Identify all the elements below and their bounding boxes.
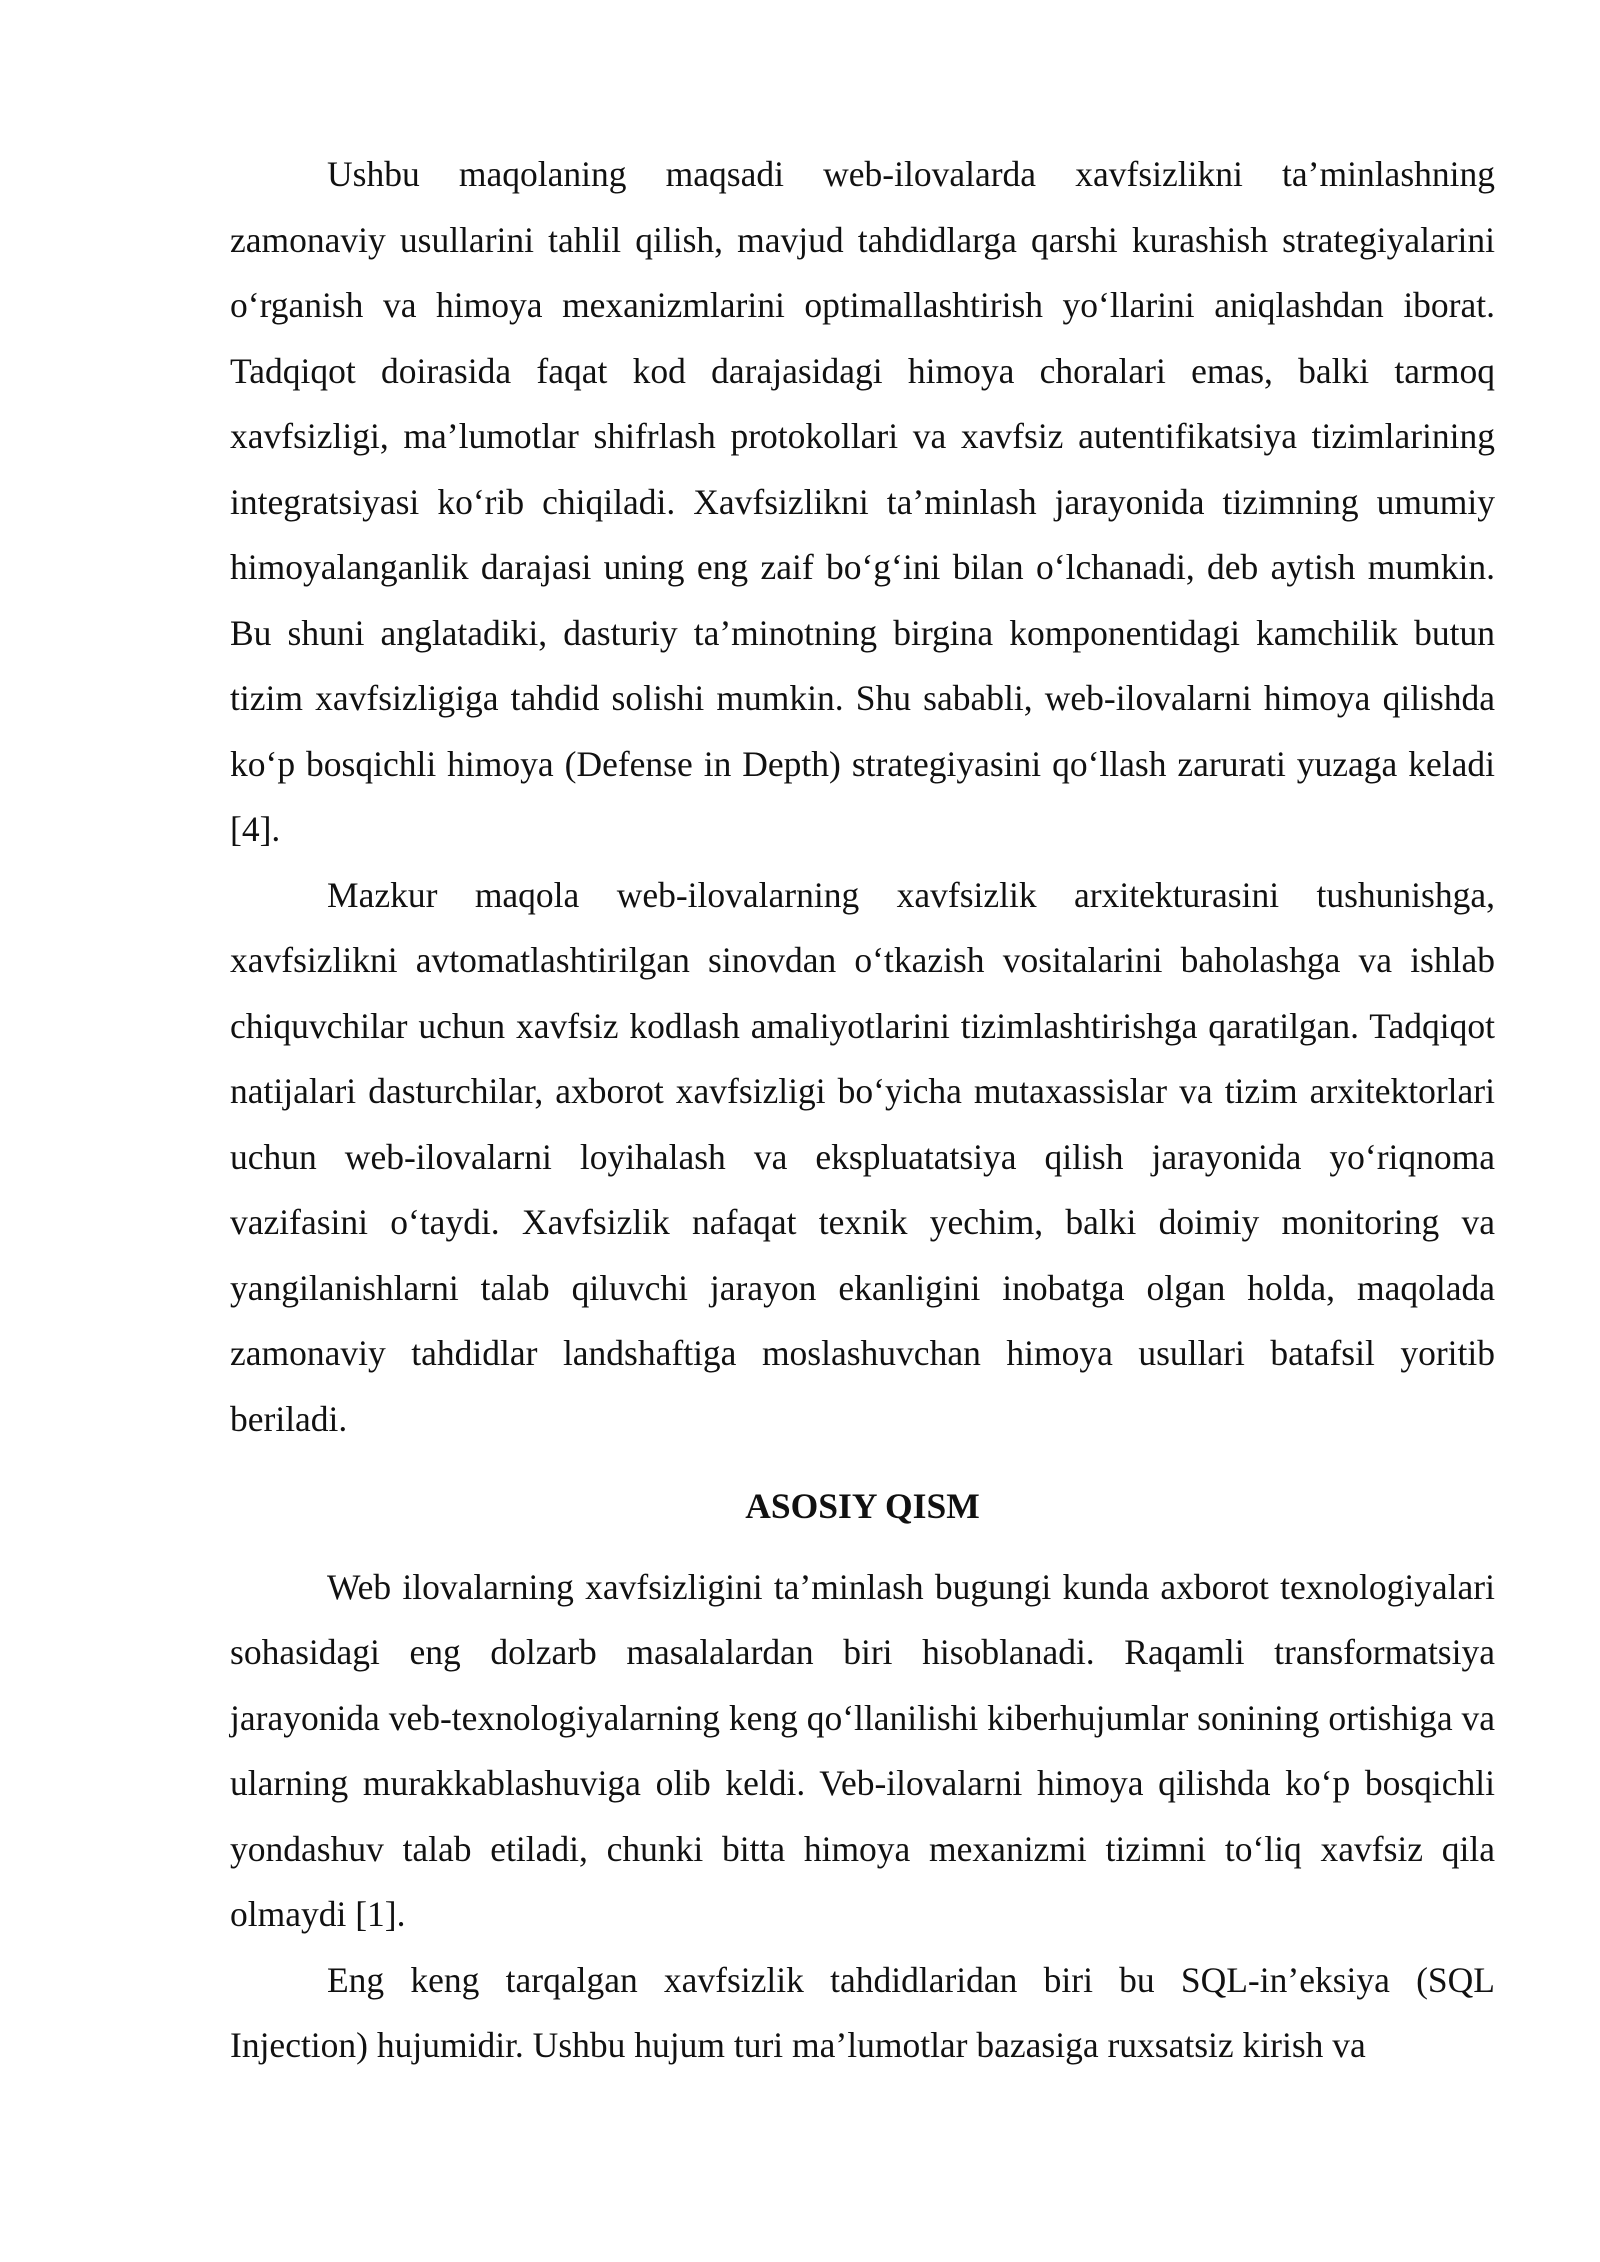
paragraph-scope: Mazkur maqola web-ilovalarning xavfsizlik arxitekturasini tushunishga, xavfsizlikni avtomatlashtirilgan sinovdan o‘tkazish vositalarini baholashga va ishlab chiquvchilar uchun xavfsiz kodlash amaliyotlarini tizimlashtirishga qaratilgan. Tadqiqot natijalari dasturchilar, axborot xavfsizligi bo‘yicha mutaxassislar va tizim arxitektorlari uchun web-ilovalarni loyihalash va ekspluatatsiya qilish jarayonida yo‘riqnoma vazifasini o‘taydi. Xavfsizlik nafaqat texnik yechim, balki doimiy monitoring va yangilanishlarni talab qiluvchi jarayon ekanligini inobatga olgan holda, maqolada zamonaviy tahdidlar landshaftiga moslashuvchan himoya usullari batafsil yoritib beriladi. <box>230 874 1495 1439</box>
paragraph-purpose: Ushbu maqolaning maqsadi web-ilovalarda xavfsizlikni ta’minlashning zamonaviy usullarini tahlil qilish, mavjud tahdidlarga qarshi kurashish strategiyalarini o‘rganish va himoya mexanizmlarini optimallashtirish yo‘llarini aniqlashdan iborat. Tadqiqot doirasida faqat kod darajasidagi himoya choralari emas, balki tarmoq xavfsizligi, ma’lumotlar shifrlash protokollari va xavfsiz autentifikatsiya tizimlarining integratsiyasi ko‘rib chiqiladi. Xavfsizlikni ta’minlash jarayonida tizimning umumiy himoyalanganlik darajasi uning eng zaif bo‘g‘ini bilan o‘lchanadi, deb aytish mumkin. Bu shuni anglatadiki, dasturiy ta’minotning birgina komponentidagi kamchilik butun tizim xavfsizligiga tahdid solishi mumkin. Shu sababli, web-ilovalarni himoya qilishda ko‘p bosqichli himoya (Defense in Depth) strategiyasini qo‘llash zarurati yuzaga keladi [4]. <box>230 154 1495 849</box>
document-page <box>230 142 1495 2079</box>
paragraph-main-intro: Web ilovalarning xavfsizligini ta’minlash bugungi kunda axborot texnologiyalari sohasidagi eng dolzarb masalalardan biri hisoblanadi. Raqamli transformatsiya jarayonida veb-texnologiyalarning keng qo‘llanilishi kiberhujumlar sonining ortishiga va ularning murakkablashuviga olib keldi. Veb-ilovalarni himoya qilishda ko‘p bosqichli yondashuv talab etiladi, chunki bitta himoya mexanizmi tizimni to‘liq xavfsiz qila olmaydi [1]. <box>230 1566 1495 1934</box>
section-heading: ASOSIY QISM <box>745 1486 980 1526</box>
paragraph-sql-injection: Eng keng tarqalgan xavfsizlik tahdidlaridan biri bu SQL-in’eksiya (SQL Injection) hujumidir. Ushbu hujum turi ma’lumotlar bazasiga ruxsatsiz kirish va <box>230 1959 1495 2065</box>
